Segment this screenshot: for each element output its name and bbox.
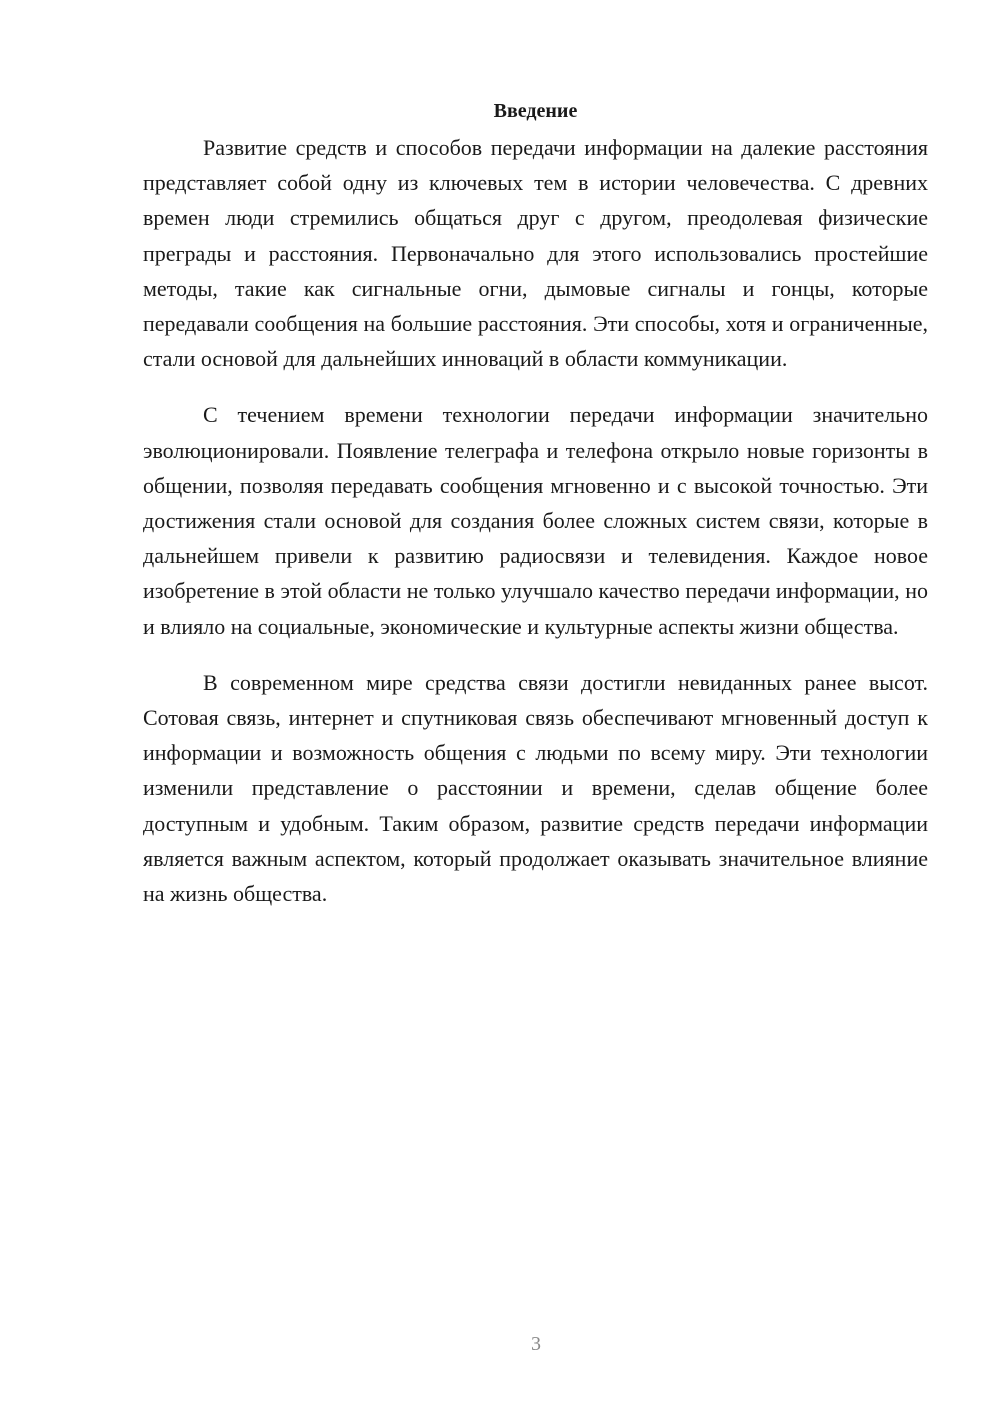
paragraph-2: С течением времени технологии передачи информации значительно эволюционировали. Появление телеграфа и телефона открыло новые горизонты в общении, позволяя передавать сообщения мгновенно и с высокой точностью. Эти достижения стали основой для создания более сложных систем связи, которые в дальнейшем привели к развитию радиосвязи и телевидения. Каждое новое изобретение в этой области не только улучшало качество передачи информации, но и влияло на социальные, экономические и культурные аспекты жизни общества. [143, 402, 928, 639]
document-page [143, 96, 928, 932]
page-number: 3 [531, 1333, 541, 1355]
paragraph-1: Развитие средств и способов передачи информации на далекие расстояния представляет собой одну из ключевых тем в истории человечества. С древних времен люди стремились общаться друг с другом, преодолевая физические преграды и расстояния. Первоначально для этого использовались простейшие методы, такие как сигнальные огни, дымовые сигналы и гонцы, которые передавали сообщения на большие расстояния. Эти способы, хотя и ограниченные, стали основой для дальнейших инноваций в области коммуникации. [143, 135, 928, 372]
paragraph-3: В современном мире средства связи достигли невиданных ранее высот. Сотовая связь, интернет и спутниковая связь обеспечивают мгновенный доступ к информации и возможность общения с людьми по всему миру. Эти технологии изменили представление о расстоянии и времени, сделав общение более доступным и удобным. Таким образом, развитие средств передачи информации является важным аспектом, который продолжает оказывать значительное влияние на жизнь общества. [143, 669, 928, 907]
page-title: Введение [493, 100, 578, 122]
